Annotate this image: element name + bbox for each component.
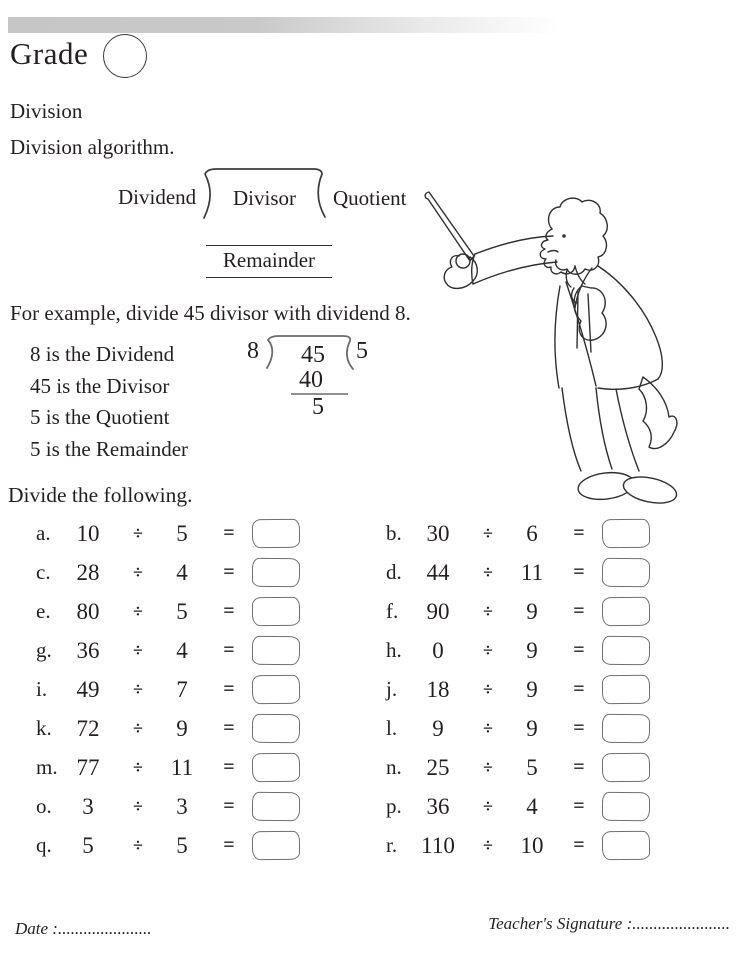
problem-divisor: 6	[526, 520, 538, 546]
teacher-legs	[562, 388, 581, 471]
problem-label: c.	[36, 560, 51, 584]
grade-circle[interactable]	[103, 34, 147, 78]
problem-label: e.	[36, 599, 51, 623]
divide-sign: ÷	[483, 679, 493, 699]
problem-dividend: 72	[76, 715, 100, 741]
problem-dividend: 49	[76, 676, 100, 702]
long-division-quotient: 5	[356, 338, 368, 364]
problem-label: h.	[386, 638, 402, 662]
problem-divisor: 9	[526, 715, 538, 741]
problem-divisor: 5	[176, 832, 188, 858]
problem-row	[28, 514, 304, 553]
problem-divisor: 3	[176, 793, 188, 819]
equals-sign: =	[573, 795, 585, 817]
problem-row	[378, 709, 654, 748]
problem-row	[28, 592, 304, 631]
problem-label: a.	[36, 521, 51, 545]
problem-row	[378, 631, 654, 670]
divide-sign: ÷	[483, 757, 493, 777]
problem-dividend: 36	[426, 793, 450, 819]
problem-label: n.	[386, 755, 402, 779]
problem-label: g.	[36, 638, 52, 662]
problem-row	[28, 553, 304, 592]
problem-label: b.	[386, 521, 402, 545]
example-fact: 8 is the Dividend	[30, 342, 175, 366]
problem-dividend: 30	[426, 520, 450, 546]
divisor-label: Divisor	[233, 186, 296, 210]
problem-row	[378, 670, 654, 709]
problems-right-column	[378, 514, 654, 865]
divide-sign: ÷	[133, 796, 143, 816]
problem-row	[378, 592, 654, 631]
answer-box[interactable]	[602, 558, 650, 587]
pointer-stick-icon	[425, 192, 474, 261]
divide-sign: ÷	[483, 835, 493, 855]
answer-box[interactable]	[252, 831, 300, 860]
long-division-dividend: 8	[247, 338, 259, 364]
problem-dividend: 77	[76, 754, 100, 780]
problem-divisor: 5	[176, 598, 188, 624]
answer-box[interactable]	[252, 792, 300, 821]
long-division-product: 40	[299, 367, 323, 393]
problem-row	[378, 787, 654, 826]
divide-sign: ÷	[133, 562, 143, 582]
problem-row	[378, 748, 654, 787]
dividend-label: Dividend	[118, 185, 197, 209]
equals-sign: =	[223, 561, 235, 583]
problem-dividend: 0	[432, 637, 444, 663]
teacher-jacket	[598, 266, 662, 379]
answer-box[interactable]	[602, 636, 650, 665]
answer-box[interactable]	[602, 714, 650, 743]
problem-dividend: 110	[421, 832, 455, 858]
long-division-remainder: 5	[312, 394, 324, 420]
answer-box[interactable]	[602, 753, 650, 782]
answer-box[interactable]	[602, 675, 650, 704]
problem-dividend: 5	[82, 832, 94, 858]
answer-box[interactable]	[602, 597, 650, 626]
divide-sign: ÷	[133, 718, 143, 738]
equals-sign: =	[223, 600, 235, 622]
problem-divisor: 9	[526, 637, 538, 663]
problem-label: k.	[36, 716, 52, 740]
equals-sign: =	[223, 522, 235, 544]
answer-box[interactable]	[252, 558, 300, 587]
divide-sign: ÷	[133, 601, 143, 621]
long-division-divisor: 45	[301, 342, 325, 368]
equals-sign: =	[223, 717, 235, 739]
problem-divisor: 4	[526, 793, 538, 819]
problem-divisor: 5	[526, 754, 538, 780]
problem-row	[28, 748, 304, 787]
problem-dividend: 9	[432, 715, 444, 741]
signature-label: Teacher's Signature :.......................	[488, 914, 730, 933]
divide-sign: ÷	[483, 523, 493, 543]
divide-sign: ÷	[483, 796, 493, 816]
problem-label: l.	[386, 716, 398, 740]
problem-label: o.	[36, 794, 52, 818]
answer-box[interactable]	[602, 792, 650, 821]
equals-sign: =	[573, 834, 585, 856]
teacher-hair	[549, 198, 608, 274]
equals-sign: =	[223, 678, 235, 700]
answer-box[interactable]	[252, 597, 300, 626]
answer-box[interactable]	[252, 714, 300, 743]
equals-sign: =	[573, 522, 585, 544]
problem-dividend: 18	[426, 676, 450, 702]
divide-sign: ÷	[483, 640, 493, 660]
problem-row	[28, 826, 304, 865]
worksheet-title: Division	[10, 99, 83, 123]
equals-sign: =	[573, 678, 585, 700]
problem-dividend: 3	[82, 793, 94, 819]
problem-row	[378, 826, 654, 865]
date-label: Date :......................	[15, 919, 152, 938]
answer-box[interactable]	[252, 519, 300, 548]
equals-sign: =	[223, 834, 235, 856]
problem-dividend: 28	[76, 559, 100, 585]
problem-label: q.	[36, 833, 52, 857]
instruction: Divide the following.	[8, 483, 193, 507]
answer-box[interactable]	[602, 831, 650, 860]
divide-sign: ÷	[133, 523, 143, 543]
problem-row	[28, 709, 304, 748]
top-gradient-bar	[8, 17, 560, 33]
remainder-label: Remainder	[206, 245, 332, 278]
answer-box[interactable]	[252, 753, 300, 782]
problem-dividend: 25	[426, 754, 450, 780]
problem-row	[378, 553, 654, 592]
answer-box[interactable]	[252, 636, 300, 665]
problem-dividend: 10	[76, 520, 100, 546]
example-intro: For example, divide 45 divisor with dividend 8.	[10, 301, 411, 325]
problem-label: m.	[36, 755, 58, 779]
answer-box[interactable]	[602, 519, 650, 548]
divide-sign: ÷	[133, 835, 143, 855]
problem-divisor: 9	[526, 676, 538, 702]
equals-sign: =	[573, 717, 585, 739]
equals-sign: =	[223, 639, 235, 661]
divide-sign: ÷	[133, 757, 143, 777]
problem-label: f.	[386, 599, 399, 623]
problem-row	[28, 670, 304, 709]
teacher-illustration	[420, 185, 738, 515]
problem-divisor: 9	[526, 598, 538, 624]
equals-sign: =	[573, 639, 585, 661]
problem-row	[378, 514, 654, 553]
divide-sign: ÷	[133, 640, 143, 660]
example-fact: 5 is the Remainder	[30, 436, 189, 461]
problem-divisor: 11	[170, 754, 194, 780]
divide-sign: ÷	[483, 562, 493, 582]
problem-divisor: 4	[176, 559, 188, 585]
quotient-label: Quotient	[333, 186, 407, 210]
problem-divisor: 11	[520, 559, 544, 585]
equals-sign: =	[573, 756, 585, 778]
example-fact: 45 is the Divisor	[30, 373, 170, 398]
problem-divisor: 9	[176, 715, 188, 741]
problem-label: d.	[386, 560, 402, 584]
example-fact: 5 is the Quotient	[30, 405, 170, 429]
worksheet-subtitle: Division algorithm.	[10, 135, 175, 159]
problem-divisor: 7	[176, 676, 188, 702]
teacher-coat-tail	[639, 377, 677, 449]
problem-divisor: 4	[176, 637, 188, 663]
problem-dividend: 80	[76, 598, 100, 624]
problem-label: j.	[386, 677, 398, 701]
equals-sign: =	[223, 756, 235, 778]
equals-sign: =	[223, 795, 235, 817]
problem-dividend: 90	[426, 598, 450, 624]
problem-row	[28, 787, 304, 826]
divide-sign: ÷	[133, 679, 143, 699]
problem-dividend: 44	[426, 559, 450, 585]
example-facts	[30, 339, 188, 465]
problem-row	[28, 631, 304, 670]
equals-sign: =	[573, 561, 585, 583]
problem-label: r.	[386, 833, 398, 857]
grade-label: Grade	[10, 36, 89, 71]
answer-box[interactable]	[252, 675, 300, 704]
problems-left-column	[28, 514, 304, 865]
problem-label: p.	[386, 794, 402, 818]
equals-sign: =	[573, 600, 585, 622]
problem-dividend: 36	[76, 637, 100, 663]
problem-divisor: 5	[176, 520, 188, 546]
problem-divisor: 10	[520, 832, 544, 858]
problem-label: i.	[36, 677, 48, 701]
divide-sign: ÷	[483, 601, 493, 621]
divide-sign: ÷	[483, 718, 493, 738]
